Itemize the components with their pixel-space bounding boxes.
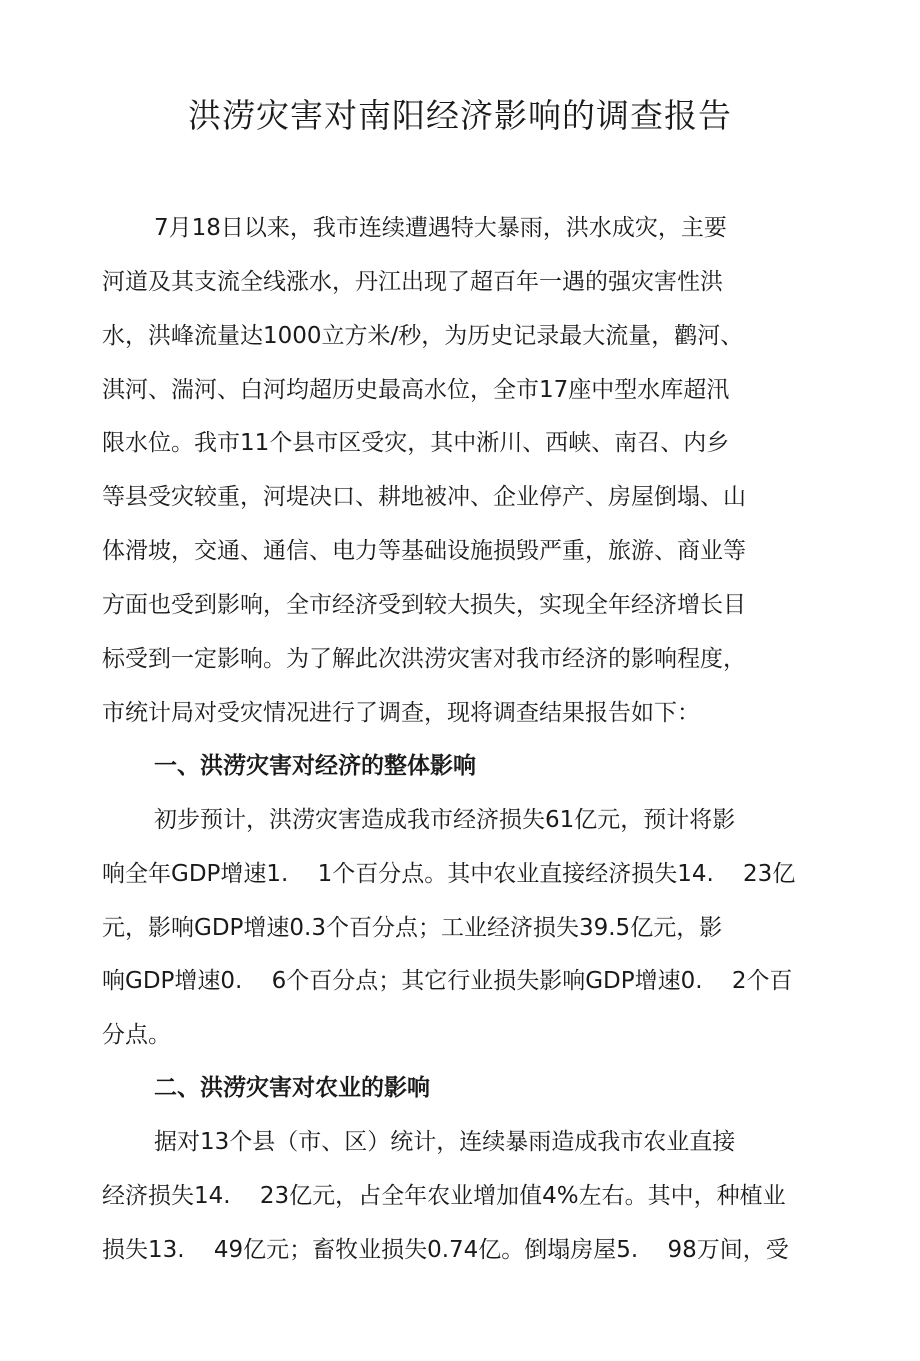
- paragraph-line: 元，影响GDP增速0.3个百分点；工业经济损失39.5亿元，影: [102, 915, 723, 941]
- paragraph-line: 经济损失14. 23亿元，占全年农业增加值4%左右。其中，种植业: [102, 1183, 786, 1209]
- paragraph-line: 体滑坡，交通、通信、电力等基础设施损毁严重，旅游、商业等: [102, 538, 746, 564]
- paragraph-line: 淇河、湍河、白河均超历史最高水位，全市17座中型水库超汛: [102, 377, 730, 403]
- paragraph-line: 分点。: [102, 1022, 171, 1048]
- paragraph-line: 初步预计，洪涝灾害造成我市经济损失61亿元，预计将影: [154, 807, 736, 833]
- paragraph-line: 水，洪峰流量达1000立方米/秒，为历史记录最大流量，鹳河、: [102, 323, 744, 349]
- paragraph-line: 响GDP增速0. 6个百分点；其它行业损失影响GDP增速0. 2个百: [102, 968, 793, 994]
- paragraph-line: 市统计局对受灾情况进行了调查，现将调查结果报告如下：: [102, 700, 700, 726]
- paragraph-line: 限水位。我市11个县市区受灾，其中淅川、西峡、南召、内乡: [102, 430, 730, 456]
- paragraph-line: 方面也受到影响，全市经济受到较大损失，实现全年经济增长目: [102, 592, 746, 618]
- paragraph-line: 标受到一定影响。为了解此次洪涝灾害对我市经济的影响程度，: [102, 646, 746, 672]
- section-heading: 一、洪涝灾害对经济的整体影响: [154, 753, 476, 779]
- paragraph-line: 河道及其支流全线涨水，丹江出现了超百年一遇的强灾害性洪: [102, 269, 723, 295]
- paragraph-line: 据对13个县（市、区）统计，连续暴雨造成我市农业直接: [154, 1129, 736, 1155]
- document-title: 洪涝灾害对南阳经济影响的调查报告: [188, 96, 732, 135]
- paragraph-line: 7月18日以来，我市连续遭遇特大暴雨，洪水成灾，主要: [154, 215, 727, 241]
- paragraph-line: 损失13. 49亿元；畜牧业损失0.74亿。倒塌房屋5. 98万间，受: [102, 1237, 789, 1263]
- paragraph-line: 等县受灾较重，河堤决口、耕地被冲、企业停产、房屋倒塌、山: [102, 484, 746, 510]
- paragraph-line: 响全年GDP增速1. 1个百分点。其中农业直接经济损失14. 23亿: [102, 861, 796, 887]
- section-heading: 二、洪涝灾害对农业的影响: [154, 1075, 430, 1101]
